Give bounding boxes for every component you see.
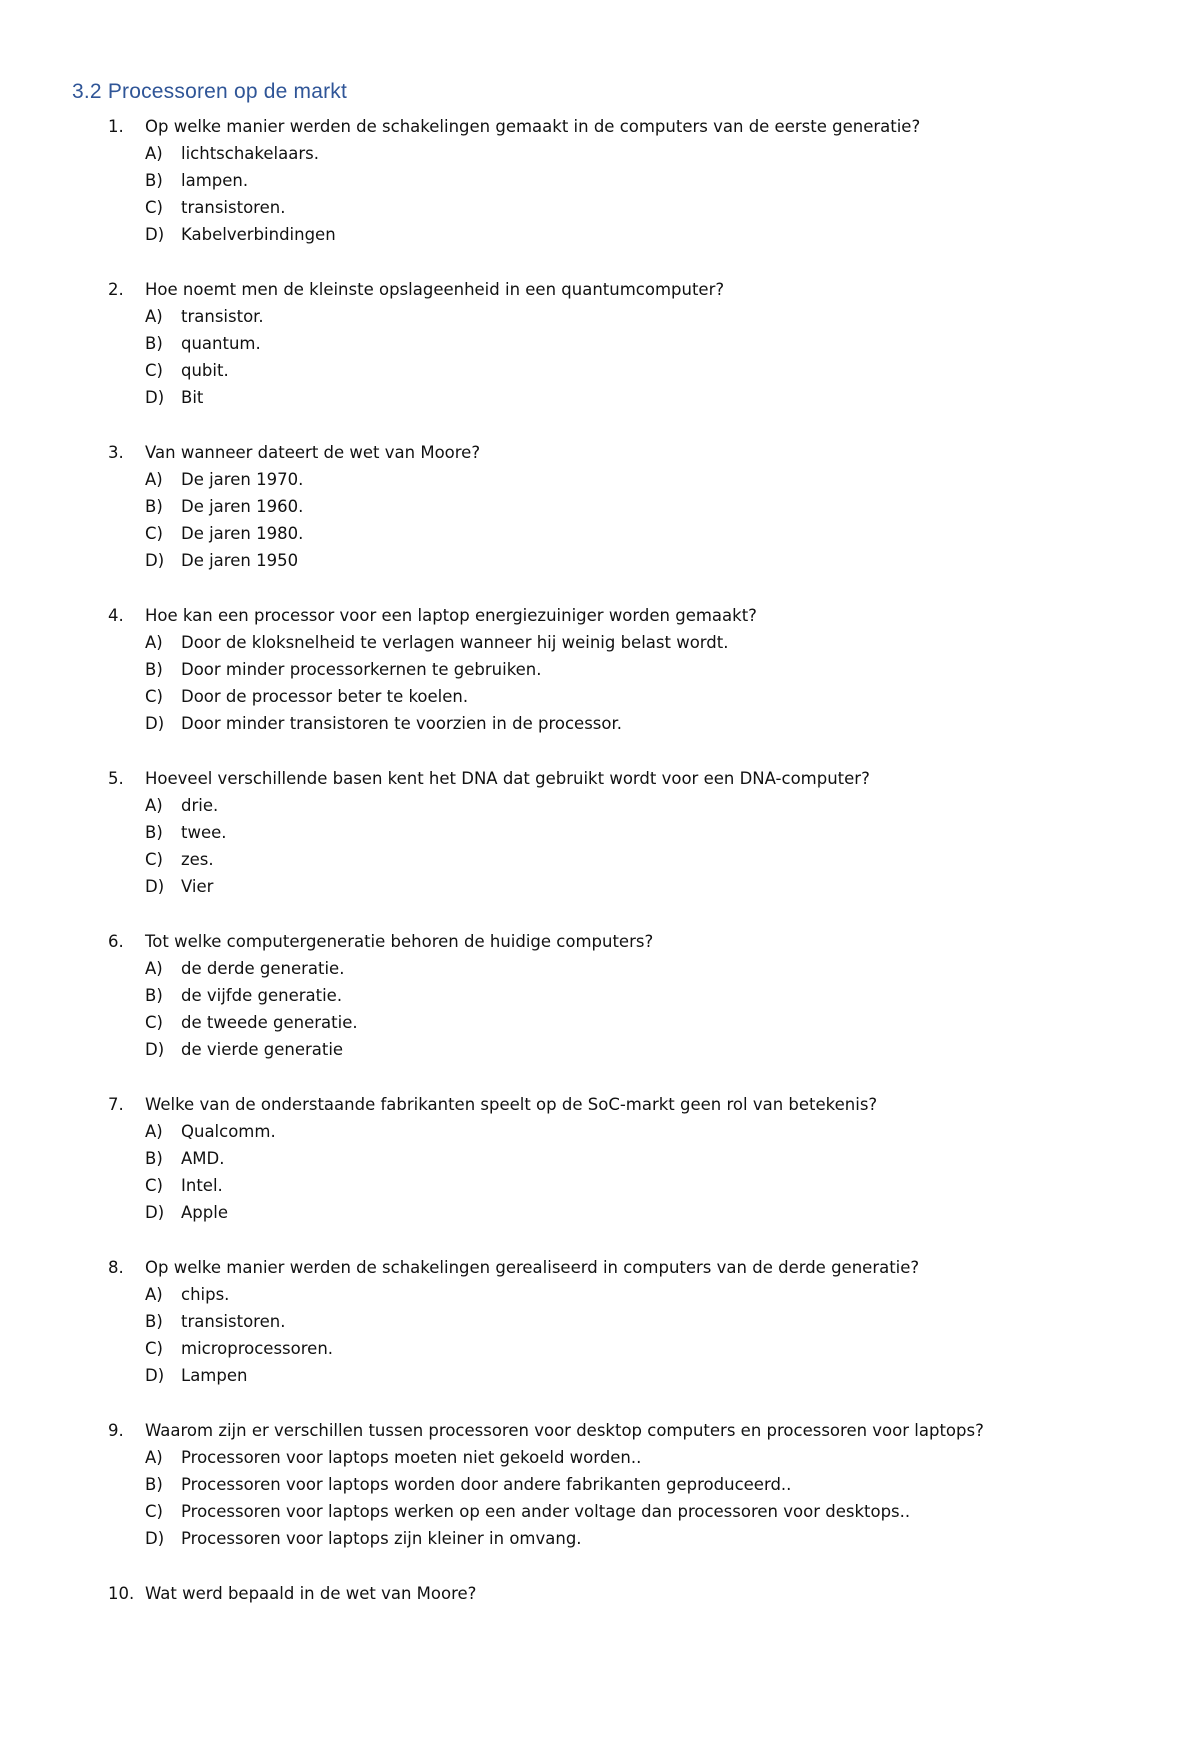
question-number: 6. [108, 932, 124, 951]
option-text: AMD. [181, 1149, 225, 1168]
option-text: transistoren. [181, 1312, 286, 1331]
option-letter: A) [145, 1285, 163, 1304]
question-text: Op welke manier werden de schakelingen gerealiseerd in computers van de derde generatie? [145, 1258, 920, 1277]
question-number: 5. [108, 769, 124, 788]
option-text: De jaren 1980. [181, 524, 304, 543]
question-item [0, 1580, 1200, 1743]
question-number: 8. [108, 1258, 124, 1277]
option-letter: B) [145, 823, 163, 842]
question-item [0, 1417, 1200, 1580]
option-letter: D) [145, 225, 165, 244]
option-letter: D) [145, 551, 165, 570]
question-item [0, 1091, 1200, 1254]
option-text: Apple [181, 1203, 228, 1222]
option-letter: D) [145, 714, 165, 733]
question-item [0, 439, 1200, 602]
option-letter: A) [145, 470, 163, 489]
option-text: Vier [181, 877, 214, 896]
option-letter: B) [145, 171, 163, 190]
question-number: 7. [108, 1095, 124, 1114]
option-letter: A) [145, 796, 163, 815]
option-letter: C) [145, 1013, 163, 1032]
option-letter: D) [145, 388, 165, 407]
option-text: Door minder processorkernen te gebruiken. [181, 660, 542, 679]
option-text: transistoren. [181, 198, 286, 217]
question-item [0, 113, 1200, 276]
option-text: de derde generatie. [181, 959, 345, 978]
option-letter: D) [145, 1529, 165, 1548]
question-text: Hoe kan een processor voor een laptop energiezuiniger worden gemaakt? [145, 606, 757, 625]
question-text: Hoeveel verschillende basen kent het DNA dat gebruikt wordt voor een DNA-computer? [145, 769, 870, 788]
option-text: Processoren voor laptops worden door andere fabrikanten geproduceerd.. [181, 1475, 792, 1494]
option-text: Processoren voor laptops werken op een ander voltage dan processoren voor desktops.. [181, 1502, 911, 1521]
question-number: 9. [108, 1421, 124, 1440]
option-text: qubit. [181, 361, 229, 380]
option-text: lampen. [181, 171, 249, 190]
option-letter: C) [145, 198, 163, 217]
option-letter: A) [145, 307, 163, 326]
option-text: Bit [181, 388, 204, 407]
question-item [0, 1254, 1200, 1417]
question-text: Van wanneer dateert de wet van Moore? [145, 443, 481, 462]
option-text: Processoren voor laptops moeten niet gekoeld worden.. [181, 1448, 642, 1467]
question-text: Hoe noemt men de kleinste opslageenheid in een quantumcomputer? [145, 280, 725, 299]
option-letter: D) [145, 1366, 165, 1385]
option-letter: C) [145, 687, 163, 706]
option-letter: C) [145, 524, 163, 543]
question-text: Wat werd bepaald in de wet van Moore? [145, 1584, 477, 1603]
option-letter: D) [145, 1040, 165, 1059]
option-text: de vijfde generatie. [181, 986, 343, 1005]
question-number: 10. [108, 1584, 135, 1603]
option-text: De jaren 1950 [181, 551, 299, 570]
question-item [0, 602, 1200, 765]
option-letter: A) [145, 144, 163, 163]
option-text: transistor. [181, 307, 264, 326]
option-letter: B) [145, 986, 163, 1005]
option-text: chips. [181, 1285, 230, 1304]
question-text: Op welke manier werden de schakelingen gemaakt in de computers van de eerste generatie? [145, 117, 921, 136]
option-text: drie. [181, 796, 219, 815]
option-text: twee. [181, 823, 227, 842]
option-text: Qualcomm. [181, 1122, 276, 1141]
option-letter: A) [145, 1448, 163, 1467]
option-text: Door de processor beter te koelen. [181, 687, 469, 706]
question-number: 3. [108, 443, 124, 462]
option-letter: C) [145, 361, 163, 380]
option-letter: A) [145, 959, 163, 978]
question-text: Welke van de onderstaande fabrikanten speelt op de SoC-markt geen rol van betekenis? [145, 1095, 878, 1114]
option-letter: C) [145, 1502, 163, 1521]
option-text: de tweede generatie. [181, 1013, 358, 1032]
option-text: Door de kloksnelheid te verlagen wanneer hij weinig belast wordt. [181, 633, 729, 652]
option-letter: B) [145, 660, 163, 679]
question-number: 1. [108, 117, 124, 136]
section-heading: 3.2 Processoren op de markt [72, 80, 348, 103]
question-item [0, 276, 1200, 439]
option-text: Door minder transistoren te voorzien in de processor. [181, 714, 623, 733]
question-text: Waarom zijn er verschillen tussen processoren voor desktop computers en processoren voor laptops? [145, 1421, 984, 1440]
question-list [0, 113, 1200, 1743]
option-letter: A) [145, 1122, 163, 1141]
option-text: de vierde generatie [181, 1040, 344, 1059]
option-letter: C) [145, 1339, 163, 1358]
question-item [0, 765, 1200, 928]
option-letter: B) [145, 497, 163, 516]
question-number: 4. [108, 606, 124, 625]
option-text: quantum. [181, 334, 261, 353]
question-number: 2. [108, 280, 124, 299]
option-text: Processoren voor laptops zijn kleiner in omvang. [181, 1529, 582, 1548]
option-letter: C) [145, 850, 163, 869]
option-text: lichtschakelaars. [181, 144, 319, 163]
option-letter: B) [145, 1312, 163, 1331]
option-text: Kabelverbindingen [181, 225, 336, 244]
option-text: De jaren 1970. [181, 470, 304, 489]
option-text: Intel. [181, 1176, 223, 1195]
option-letter: B) [145, 1475, 163, 1494]
option-text: Lampen [181, 1366, 248, 1385]
option-letter: C) [145, 1176, 163, 1195]
question-item [0, 928, 1200, 1091]
option-letter: D) [145, 877, 165, 896]
option-text: microprocessoren. [181, 1339, 334, 1358]
option-letter: B) [145, 334, 163, 353]
question-text: Tot welke computergeneratie behoren de huidige computers? [145, 932, 654, 951]
option-letter: A) [145, 633, 163, 652]
option-text: zes. [181, 850, 214, 869]
option-letter: D) [145, 1203, 165, 1222]
option-text: De jaren 1960. [181, 497, 304, 516]
option-letter: B) [145, 1149, 163, 1168]
